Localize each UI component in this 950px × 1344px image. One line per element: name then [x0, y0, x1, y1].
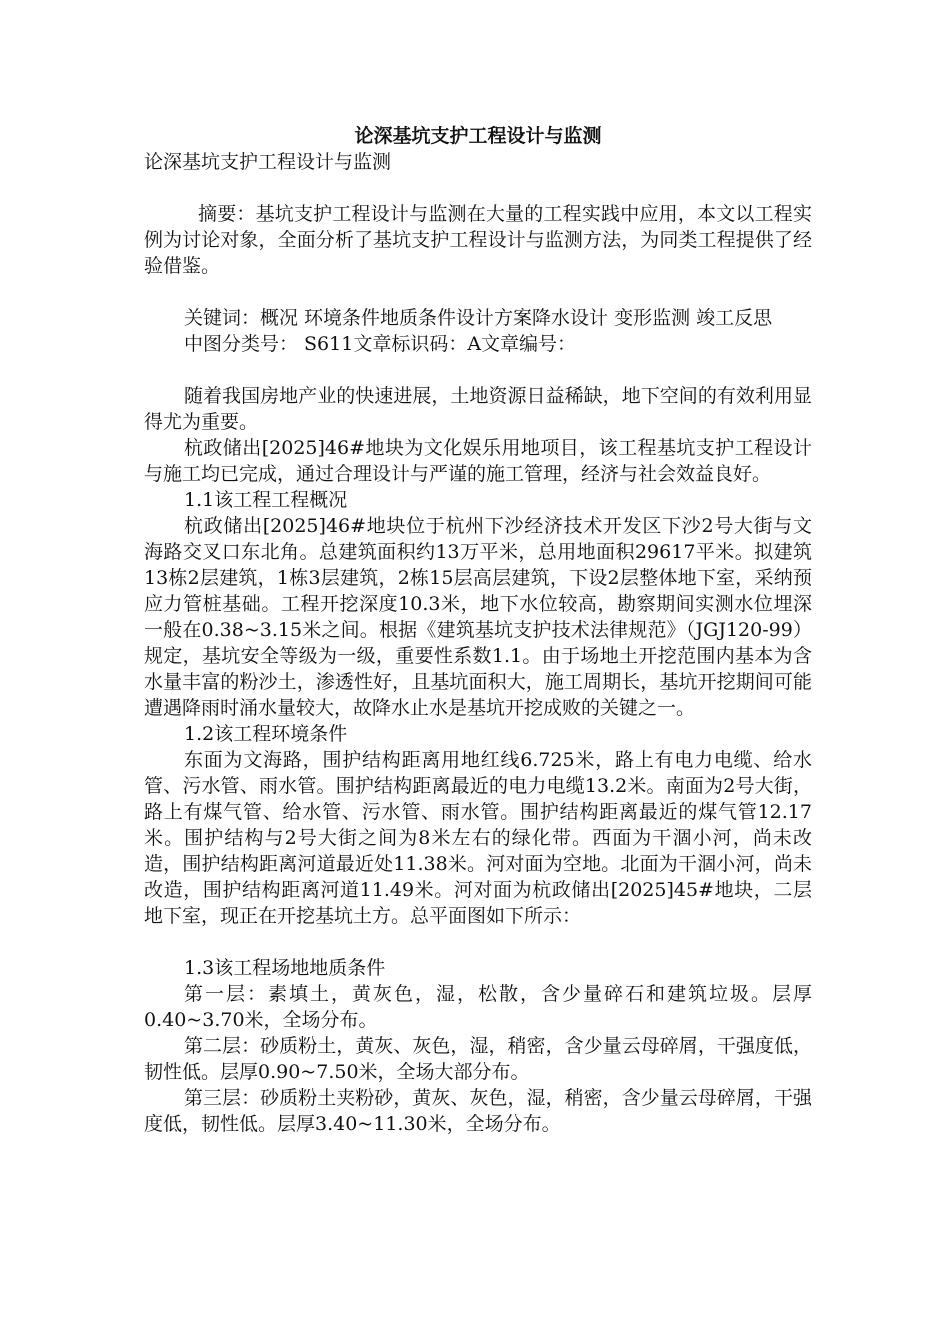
intro-paragraph: 随着我国房地产业的快速进展，土地资源日益稀缺，地下空间的有效利用显得尤为重要。 — [144, 385, 812, 433]
section-heading-1-2: 1.2该工程环境条件 — [184, 723, 348, 745]
document-body — [144, 117, 812, 1137]
keywords-paragraph: 关键词：概况 环境条件地质条件设计方案降水设计 变形监测 竣工反思 — [184, 307, 773, 329]
document-subtitle: 论深基坑支护工程设计与监测 — [144, 151, 392, 173]
document-title: 论深基坑支护工程设计与监测 — [354, 125, 602, 147]
project-paragraph: 杭政储出[2025]46#地块为文化娱乐用地项目，该工程基坑支护工程设计与施工均已完成，通过合理设计与严谨的施工管理，经济与社会效益良好。 — [144, 437, 812, 485]
overview-paragraph: 杭政储出[2025]46#地块位于杭州下沙经济技术开发区下沙2号大街与文海路交叉口东北角。总建筑面积约13万平米，总用地面积29617平米。拟建筑13栋2层建筑，1栋3层建筑，2栋15层高层建筑，下设2层整体地下室，采纳预应力管桩基础。工程开挖深度10.3米，地下水位较高，勘察期间实测水位埋深一般在0.38~3.15米之间。根据《建筑基坑支护技术法律规范》（JGJ120-99）规定，基坑安全等级为一级，重要性系数1.1。由于场地土开挖范围内基本为含水量丰富的粉沙土，渗透性好，且基坑面积大，施工周期长，基坑开挖期间可能遭遇降雨时涌水量较大，故降水止水是基坑开挖成败的关键之一。 — [144, 515, 812, 719]
geology-layer-3: 第三层：砂质粉土夹粉砂，黄灰、灰色，湿，稍密，含少量云母碎屑，干强度低，韧性低。层厚3.40~11.30米，全场分布。 — [144, 1087, 812, 1135]
abstract-paragraph: 摘要：基坑支护工程设计与监测在大量的工程实践中应用，本文以工程实例为讨论对象，全面分析了基坑支护工程设计与监测方法，为同类工程提供了经验借鉴。 — [144, 203, 812, 277]
classification-line: 中图分类号： S611文章标识码：A文章编号： — [184, 333, 577, 355]
section-heading-1-1: 1.1该工程工程概况 — [184, 489, 348, 511]
environment-paragraph: 东面为文海路，围护结构距离用地红线6.725米，路上有电力电缆、给水管、污水管、雨水管。围护结构距离最近的电力电缆13.2米。南面为2号大街，路上有煤气管、给水管、污水管、雨水管。围护结构距离最近的煤气管12.17米。围护结构与2号大街之间为8米左右的绿化带。西面为干涸小河，尚未改造，围护结构距离河道最近处11.38米。河对面为空地。北面为干涸小河，尚未改造，围护结构距离河道11.49米。河对面为杭政储出[2025]45#地块，二层地下室，现正在开挖基坑土方。总平面图如下所示： — [144, 749, 812, 927]
geology-layer-1: 第一层：素填土，黄灰色，湿，松散，含少量碎石和建筑垃圾。层厚0.40~3.70米，全场分布。 — [144, 983, 812, 1031]
section-heading-1-3: 1.3该工程场地地质条件 — [184, 957, 386, 979]
geology-layer-2: 第二层：砂质粉土，黄灰、灰色，湿，稍密，含少量云母碎屑，干强度低，韧性低。层厚0.90~7.50米，全场大部分布。 — [144, 1035, 812, 1083]
